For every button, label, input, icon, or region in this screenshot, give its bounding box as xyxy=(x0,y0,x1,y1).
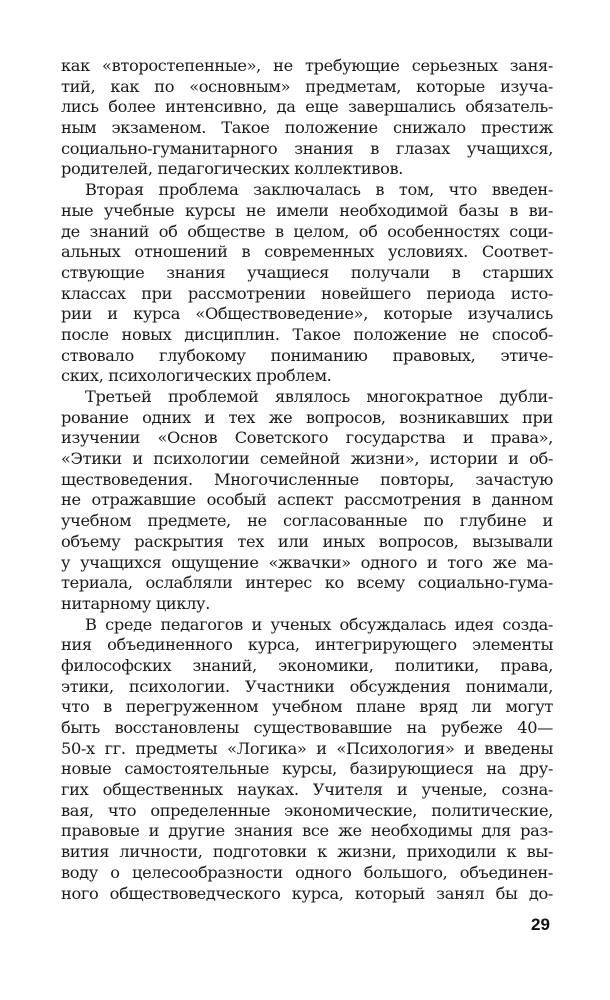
page-number: 29 xyxy=(531,915,550,934)
text-line: ния объединенного курса, интегрирующего элементы xyxy=(61,635,553,655)
text-line: классах при рассмотрении новейшего периода исто- xyxy=(61,283,553,303)
paragraph-4 xyxy=(61,615,553,905)
paragraph-3 xyxy=(61,387,553,615)
text-line: родителей, педагогических коллективов. xyxy=(61,159,404,179)
text-line: воду о целесообразности одного большого, объединен- xyxy=(61,862,553,882)
text-line: Вторая проблема заключалась в том, что введен- xyxy=(85,180,553,200)
text-line: де знаний об обществе в целом, об особенностях соци- xyxy=(61,221,553,241)
text-line: ществоведения. Многочисленные повторы, зачастую xyxy=(61,469,553,489)
text-line: ные учебные курсы не имели необходимой базы в ви- xyxy=(61,200,553,220)
text-line: рии и курса «Обществоведение», которые изучались xyxy=(61,304,553,324)
text-line: новые самостоятельные курсы, базирующиеся на дру- xyxy=(61,759,553,779)
paragraph-1 xyxy=(61,56,553,180)
text-line: учебном предмете, не согласованные по глубине и xyxy=(61,511,553,531)
text-line: «Этики и психологии семейной жизни», истории и об- xyxy=(61,449,553,469)
text-line: ствовало глубокому пониманию правовых, этиче- xyxy=(61,345,553,365)
text-line: лись более интенсивно, да еще завершались обязатель- xyxy=(61,97,553,117)
paragraph-2 xyxy=(61,180,553,387)
text-line: ствующие знания учащиеся получали в старших xyxy=(61,262,553,282)
text-line: у учащихся ощущение «жвачки» одного и того же ма- xyxy=(61,552,553,572)
text-line: ным экзаменом. Такое положение снижало престиж xyxy=(61,118,553,138)
text-line: быть восстановлены существовавшие на рубеже 40— xyxy=(61,718,553,737)
text-line: В среде педагогов и ученых обсуждалась идея созда- xyxy=(85,614,553,634)
text-line: Третьей проблемой являлось многократное дубли- xyxy=(85,387,553,406)
text-line: ного обществоведческого курса, который занял бы до- xyxy=(61,883,553,903)
text-line: социально-гуманитарного знания в глазах учащихся, xyxy=(61,138,553,158)
text-line: не отражавшие особый аспект рассмотрения в данном xyxy=(61,490,553,510)
text-line: териала, ослабляли интерес ко всему социально-гума- xyxy=(61,573,553,593)
text-line: философских знаний, экономики, политики, права, xyxy=(61,655,553,675)
text-line: изучении «Основ Советского государства и права», xyxy=(61,428,553,448)
text-line: как «второстепенные», не требующие серьезных заня- xyxy=(61,56,553,75)
text-line: нитарному циклу. xyxy=(61,593,211,613)
text-line: этики, психологии. Участники обсуждения понимали, xyxy=(61,676,553,696)
text-line: что в перегруженном учебном плане вряд ли могут xyxy=(61,697,553,717)
page-body xyxy=(61,56,553,904)
text-line: ских, психологических проблем. xyxy=(61,366,332,386)
text-line: рование одних и тех же вопросов, возникавших при xyxy=(61,407,553,427)
text-line: правовые и другие знания все же необходимы для раз- xyxy=(61,821,553,841)
text-line: 50-х гг. предметы «Логика» и «Психология» и введены xyxy=(61,738,553,758)
text-line: вития личности, подготовки к жизни, приходили к вы- xyxy=(61,842,553,862)
text-line: вая, что определенные экономические, политические, xyxy=(61,800,553,820)
text-line: гих общественных науках. Учителя и ученые, созна- xyxy=(61,780,553,800)
text-line: тий, как по «основным» предметам, которые изуча- xyxy=(61,76,553,96)
text-line: объему раскрытия тех или иных вопросов, вызывали xyxy=(61,531,553,551)
text-line: альных отношений в современных условиях. Соответ- xyxy=(61,242,553,262)
text-line: после новых дисциплин. Такое положение не способ- xyxy=(61,324,553,344)
